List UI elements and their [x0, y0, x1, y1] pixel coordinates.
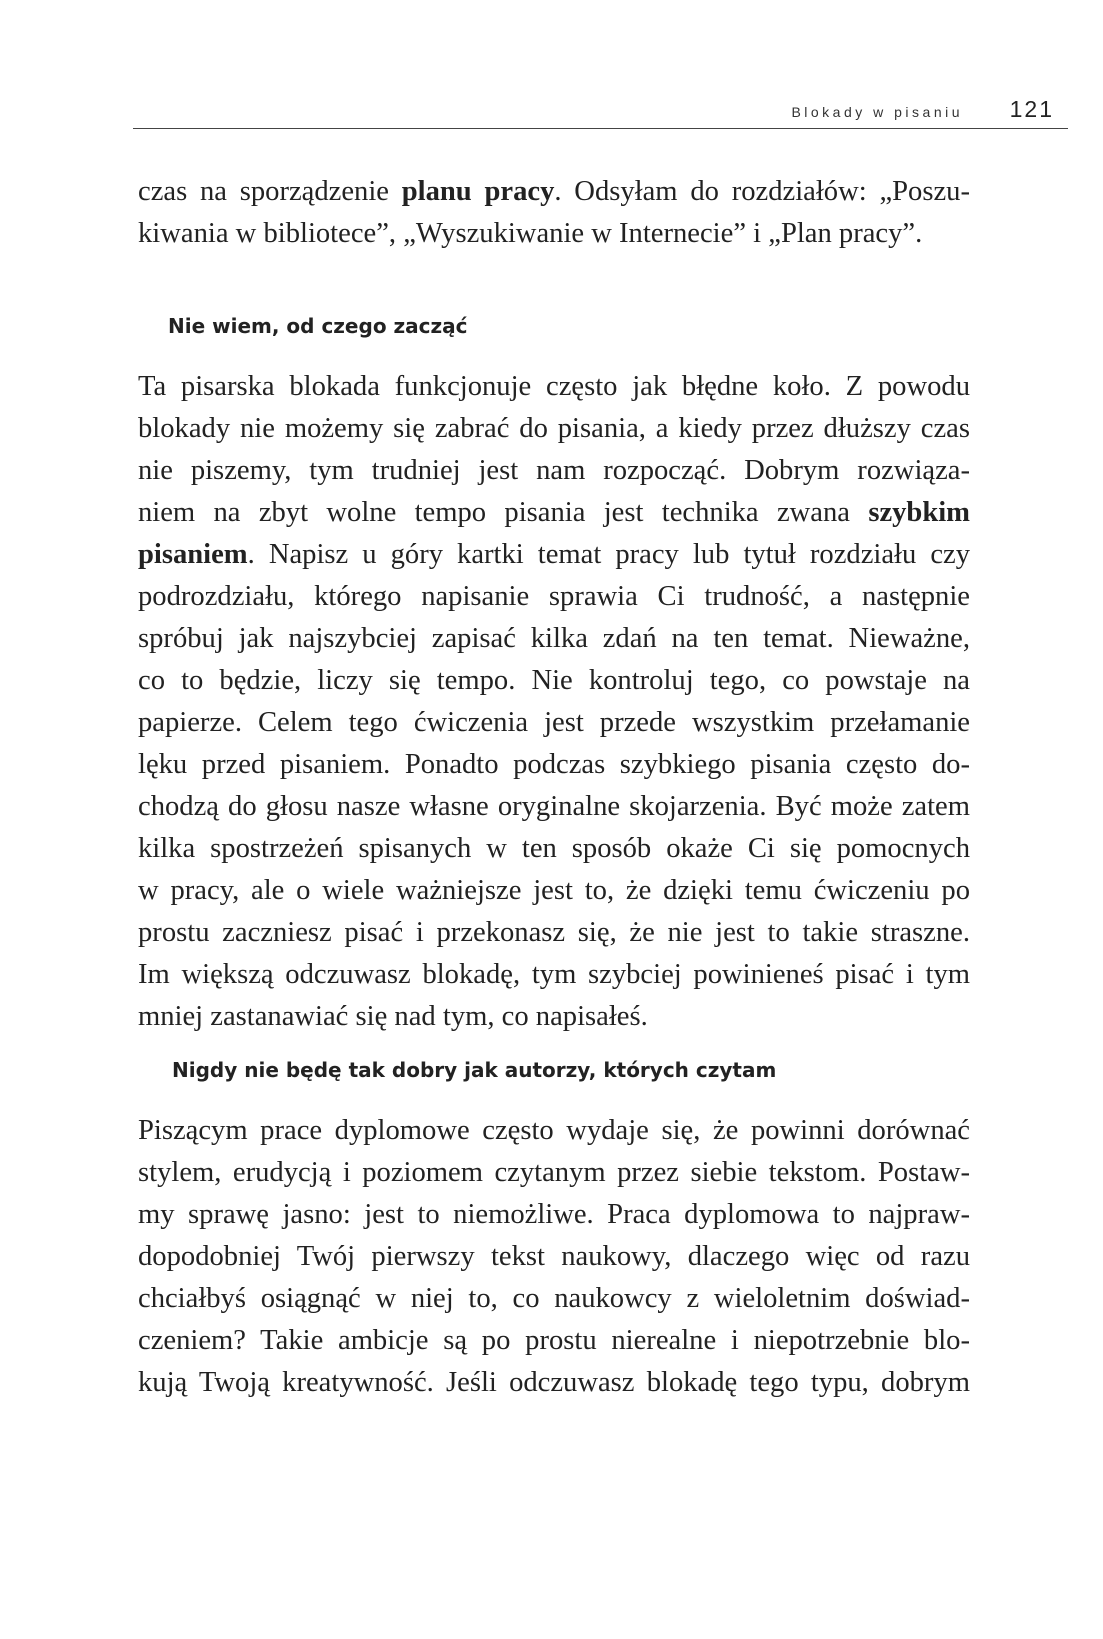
text-line: mniej zastanawiać się nad tym, co napisałeś. [138, 1001, 648, 1032]
text-line: prostu zaczniesz pisać i przekonasz się, że nie jest to takie straszne. [138, 917, 970, 948]
running-head [133, 92, 1068, 129]
text-line: Im większą odczuwasz blokadę, tym szybciej powinieneś pisać i tym [138, 959, 970, 990]
text-line: Ta pisarska blokada funkcjonuje często jak błędne koło. Z powodu [138, 371, 970, 402]
continuation-paragraph [138, 171, 970, 255]
key-term: szybkim [868, 497, 970, 528]
text-line: czeniem? Takie ambicje są po prostu nierealne i niepotrzebnie blo- [138, 1325, 970, 1356]
text-line: chodzą do głosu nasze własne oryginalne skojarzenia. Być może zatem [138, 791, 970, 822]
text-line: kują Twoją kreatywność. Jeśli odczuwasz blokadę tego typu, dobrym [138, 1367, 970, 1398]
section1-paragraph [138, 366, 970, 1038]
text-line: chciałbyś osiągnąć w niej to, co naukowcy z wieloletnim doświad- [138, 1283, 970, 1314]
section-heading-nigdy-nie-bede: Nigdy nie będę tak dobry jak autorzy, których czytam [172, 1058, 777, 1082]
section-heading-nie-wiem: Nie wiem, od czego zacząć [168, 314, 468, 338]
text-line: niem na zbyt wolne tempo pisania jest technika zwana szybkim [138, 497, 970, 528]
key-term: planu pracy [401, 176, 555, 207]
key-term: pisaniem [138, 539, 248, 570]
text-line: my sprawę jasno: jest to niemożliwe. Praca dyplomowa to najpraw- [138, 1199, 970, 1230]
text-line: nie piszemy, tym trudniej jest nam rozpocząć. Dobrym rozwiąza- [138, 455, 970, 486]
text-line: spróbuj jak najszybciej zapisać kilka zdań na ten temat. Nieważne, [138, 623, 970, 654]
text-line: podrozdziału, którego napisanie sprawia Ci trudność, a następnie [138, 581, 970, 612]
text-line: Piszącym prace dyplomowe często wydaje się, że powinni dorównać [138, 1115, 970, 1146]
text-line: czas na sporządzenie planu pracy. Odsyłam do rozdziałów: „Poszu- [138, 176, 970, 207]
text-line: pisaniem. Napisz u góry kartki temat pracy lub tytuł rozdziału czy [138, 539, 970, 570]
text-line: kiwania w bibliotece”, „Wyszukiwanie w Internecie” i „Plan pracy”. [138, 218, 923, 249]
page-number: 121 [1009, 96, 1054, 122]
text-line: lęku przed pisaniem. Ponadto podczas szybkiego pisania często do- [138, 749, 970, 780]
text-line: kilka spostrzeżeń spisanych w ten sposób okaże Ci się pomocnych [138, 833, 970, 864]
text-line: co to będzie, liczy się tempo. Nie kontroluj tego, co powstaje na [138, 665, 970, 696]
text-line: blokady nie możemy się zabrać do pisania, a kiedy przez dłuższy czas [138, 413, 970, 444]
section2-paragraph [138, 1110, 970, 1404]
text-line: w pracy, ale o wiele ważniejsze jest to, że dzięki temu ćwiczeniu po [138, 875, 970, 906]
running-head-title: Blokady w pisaniu [791, 104, 963, 120]
text-line: dopodobniej Twój pierwszy tekst naukowy, dlaczego więc od razu [138, 1241, 970, 1272]
text-line: papierze. Celem tego ćwiczenia jest przede wszystkim przełamanie [138, 707, 970, 738]
text-line: stylem, erudycją i poziomem czytanym przez siebie tekstom. Postaw- [138, 1157, 970, 1188]
